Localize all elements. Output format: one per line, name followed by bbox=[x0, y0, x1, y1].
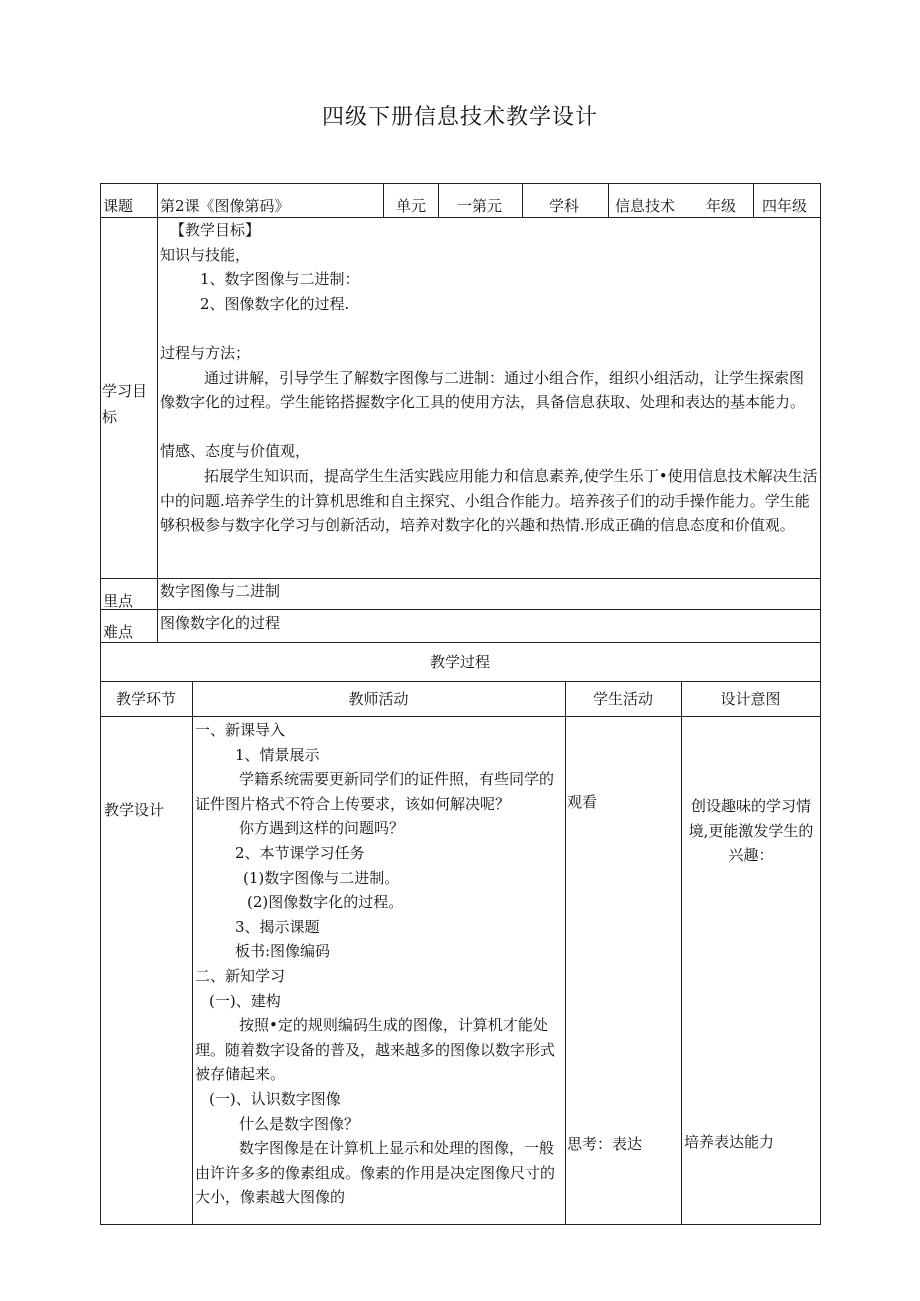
stage-value: 教学设计 bbox=[104, 801, 165, 819]
objectives-label: 学习目标 bbox=[102, 382, 148, 426]
design-intent-1: 创设趣味的学习情境,更能激发学生的兴趣： bbox=[688, 797, 814, 865]
emotion-text: 拓展学生知识而，提高学生生活实践应用能力和信息素养,使学生乐丁•使用信息技术解决生活中的问题.培养学生的计算机思维和自主探究、小组合作能力。培养孩子们的动手操作能力。学生能够积极参与数字化学习与创新活动，培养对数字化的兴趣和热情.形成正确的信息态度和价值观。 bbox=[160, 466, 818, 535]
col-divider bbox=[681, 681, 682, 1225]
teacher-line: 学籍系统需要更新同学们的证件照，有些同学的证件图片格式不符合上传要求，该如何解决呢？ bbox=[195, 770, 555, 813]
difficult-point-value: 图像数字化的过程 bbox=[160, 614, 281, 632]
teacher-line: (一)、认识数字图像 bbox=[209, 1089, 341, 1108]
unit-value: 一第元 bbox=[457, 197, 503, 215]
teacher-line: (一)、建构 bbox=[209, 991, 281, 1010]
process-method-title: 过程与方法； bbox=[160, 343, 251, 362]
subject-label: 学科 bbox=[549, 197, 580, 215]
process-method-text: 通过讲解，引导学生了解数字图像与二进制：通过小组合作，组织小组活动，让学生探索图像数字化的过程。学生能铭搭握数字化工具的使用方法，具备信息获取、处理和表达的基本能力。 bbox=[160, 368, 806, 412]
col-divider bbox=[192, 681, 193, 1225]
topic-label: 课题 bbox=[103, 197, 134, 215]
header-intent: 设计意图 bbox=[720, 690, 781, 708]
teacher-line: 按照•定的规则编码生成的图像，计算机才能处理。随着数字设备的普及，越来越多的图像以数字形式被存储起来。 bbox=[195, 1016, 556, 1084]
design-intent-2: 培养表达能力 bbox=[684, 1133, 775, 1151]
col-divider bbox=[438, 183, 439, 217]
teacher-line: 什么是数字图像？ bbox=[239, 1114, 360, 1133]
row-divider bbox=[100, 681, 820, 682]
teacher-line: 板书:图像编码 bbox=[235, 942, 331, 961]
col-divider bbox=[522, 183, 523, 217]
teacher-line: (1)数字图像与二进制。 bbox=[243, 868, 400, 887]
grade-value: 四年级 bbox=[762, 197, 808, 215]
teacher-line: 你方遇到这样的问题吗？ bbox=[239, 819, 405, 838]
row-divider bbox=[100, 642, 820, 643]
teacher-line: 一、新课导入 bbox=[195, 721, 286, 739]
teacher-line: 二、新知学习 bbox=[195, 966, 286, 985]
teacher-line: 1、情景展示 bbox=[235, 745, 320, 764]
student-activity-2: 思考：表达 bbox=[567, 1135, 643, 1153]
col-divider bbox=[157, 183, 158, 642]
teacher-line: 数字图像是在计算机上显示和处理的图像，一般由许许多多的像素组成。像素的作用是决定图像尺寸的大小，像素越大图像的 bbox=[195, 1139, 556, 1207]
row-divider bbox=[100, 716, 820, 717]
objectives-heading: 【教学目标】 bbox=[170, 221, 261, 239]
teacher-activity bbox=[195, 718, 562, 1210]
knowledge-item-2: 2、图像数字化的过程. bbox=[200, 294, 350, 313]
subject-value: 信息技术 bbox=[615, 197, 676, 215]
emotion-title: 情感、态度与价值观， bbox=[160, 442, 311, 461]
knowledge-item-1: 1、数字图像与二进制： bbox=[200, 270, 360, 289]
knowledge-title: 知识与技能， bbox=[160, 245, 251, 264]
key-point-value: 数字图像与二进制 bbox=[160, 582, 281, 600]
objectives-content bbox=[160, 218, 818, 538]
grade-label: 年级 bbox=[706, 197, 737, 215]
header-student: 学生活动 bbox=[592, 690, 653, 708]
row-divider bbox=[100, 609, 820, 610]
unit-label: 单元 bbox=[396, 197, 427, 215]
header-stage: 教学环节 bbox=[115, 690, 176, 708]
teacher-line: 3、揭示课题 bbox=[235, 917, 320, 936]
col-divider bbox=[565, 681, 566, 1225]
col-divider bbox=[608, 183, 609, 217]
header-teacher: 教师活动 bbox=[348, 690, 409, 708]
col-divider bbox=[383, 183, 384, 217]
topic-value: 第2课《图像第码》 bbox=[160, 197, 290, 215]
document-title: 四级下册信息技术教学设计 bbox=[321, 105, 598, 130]
col-divider bbox=[753, 183, 754, 217]
difficult-point-label: 难点 bbox=[103, 623, 134, 641]
student-activity-1: 观看 bbox=[567, 793, 598, 811]
teacher-line: 2、本节课学习任务 bbox=[235, 843, 365, 862]
key-point-label: 里点 bbox=[103, 592, 134, 610]
teacher-line: (2)图像数字化的过程。 bbox=[247, 893, 404, 912]
process-title: 教学过程 bbox=[429, 653, 490, 671]
